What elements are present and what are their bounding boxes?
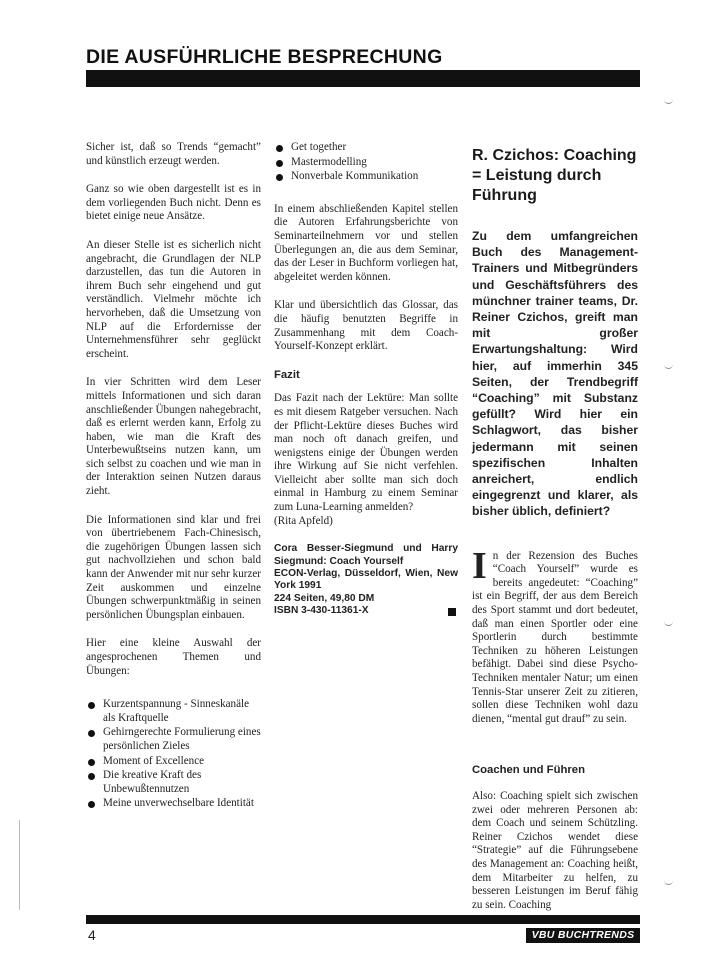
list-item: Kurzentspannung - Sinneskanäle als Kraftquelle [86,698,261,725]
column-right [472,146,638,912]
book-info [274,543,458,617]
margin-mark [664,99,673,104]
header-rule [86,70,640,87]
bullet-icon [276,145,283,152]
list-item: Die kreative Kraft des Unbewußtennutzen [86,769,261,796]
fazit-heading: Fazit [274,368,300,381]
publication-logo: VBU BUCHTRENDS [526,928,640,943]
bullet-icon [88,702,95,709]
review-intro: Zu dem umfangreichen Buch des Management-Trainers und Mitbegründers und Geschäftsführers des münchner trainer teams, Dr. Reiner Czichos, greift man mit großer Erwartungshaltung: Wird hier, auf immerhin 345 Seiten, der Trendbegriff “Coaching” mit Substanz gefüllt? Wird hier ein Schlagwort, das bisher jedermann mit seinen spezifischen Inhalten anreichert, endlich eingegrenzt und klarer, als bisher üblich, definiert? [472,229,638,519]
page-number: 4 [88,927,96,943]
book-publisher: ECON-Verlag, Düsseldorf, Wien, New York 1991 [274,568,458,592]
end-mark-icon [448,608,456,616]
book-isbn: ISBN 3-430-11361-X [274,605,369,617]
margin-mark [664,364,673,369]
topics-list [86,698,261,811]
paragraph: Die Informationen sind klar und frei von übertriebenem Fach-Chinesisch, die zugehörigen Übungen lassen sich gut nachvollziehen und schon bald kann der Anwender mit nur sehr kurzer Zeit auskommen und einzelne Übungen schwerpunktmäßig in seinen persönlichen Übungsplan einbauen. [86,513,261,621]
column-middle [274,141,458,618]
book-authors-title: Cora Besser-Siegmund und Harry Siegmund: Coach Yourself [274,543,458,567]
review-author: (Rita Apfeld) [274,514,333,527]
paragraph: In der Rezension des Buches “Coach Yourself” wurde es bereits angedeutet: “Coaching” ist ein Begriff, der aus dem Bereich des Sport stammt und dort bedeutet, daß man einen Sportler oder eine Sportlerin durch bestimmte Techniken zu höheren Leistungen befähigt. Dabei sind diese Psycho-Techniken mentaler Natur; um einen Tennis-Star unserer Zeit zu zitieren, sollen diese Techniken wohl dazu dienen, “mental gut drauf” zu sein. [472,544,638,725]
paragraph: Also: Coaching spielt sich zwischen zwei oder mehreren Personen ab: dem Coach und seinem Schützling. Reiner Czichos wendet diese “Strategie” auf die Führungsebene des Management an: Coaching heißt, dem Mitarbeiter zu helfen, zu besseren Leistungen im Beruf fähig zu sein. Coaching [472,789,638,911]
column-left [86,141,261,812]
paragraph: Sicher ist, daß so Trends “gemacht” und künstlich erzeugt werden. [86,141,261,167]
book-pages-price: 224 Seiten, 49,80 DM [274,592,375,604]
paragraph: In vier Schritten wird dem Leser mittels Informationen und sich daran anschließender Übungen nahegebracht, daß es erlernt werden kann, Erfolg zu haben, wie man die Kraft des Unterbewußtseins nutzen kann, um sich selbst zu coachen und wie man in der Interaktion seinen Nutzen daraus zieht. [86,376,261,498]
footer-rule [86,915,640,924]
bullet-icon [88,759,95,766]
list-item: Moment of Excellence [86,755,261,769]
subheading: Coachen und Führen [472,764,585,777]
topics-list-continued [274,141,458,184]
paragraph: Hier eine kleine Auswahl der angesprochenen Themen und Übungen: [86,637,261,677]
section-heading: DIE AUSFÜHRLICHE BESPRECHUNG [86,46,443,68]
list-item: Mastermodelling [274,156,458,170]
paragraph: In einem abschließenden Kapitel stellen die Autoren Erfahrungsberichte von Seminarteilnehmern vor und stellen Überlegungen an, die aus dem Seminar, das der Leser in Buchform vorliegen hat, abgeleitet werden können. [274,202,458,283]
list-item: Meine unverwechselbare Identität [86,797,261,811]
paragraph: Klar und übersichtlich das Glossar, das die häufig benutzten Begriffe in Zusammenhang mit dem Coach-Yourself-Konzept erklärt. [274,299,458,353]
paragraph: Ganz so wie oben dargestellt ist es in dem vorliegenden Buch nicht. Denn es bietet einige neue Ansätze. [86,183,261,223]
list-item: Nonverbale Kommunikation [274,170,458,184]
margin-line [19,820,20,910]
margin-mark [664,880,673,885]
list-item: Get together [274,141,458,155]
bullet-icon [88,801,95,808]
review-title: R. Czichos: Coaching = Leistung durch Führung [472,147,637,204]
margin-mark [664,621,673,626]
bullet-icon [88,773,95,780]
list-item: Gehirngerechte Formulierung eines persönlichen Zieles [86,726,261,753]
fazit-paragraph: Das Fazit nach der Lektüre: Man sollte es mit diesem Ratgeber versuchen. Nach der Pflicht-Lektüre dieses Buches wird man noch oft danach greifen, und wenigstens einige der Übungen werden ihre Wirkung auf Sie nicht verfehlen. Vielleicht aber sollte man sich doch einmal in Hamburg zu einem Seminar zum Luna-Learning anmelden? [274,392,458,514]
bullet-icon [276,160,283,167]
paragraph: An dieser Stelle ist es sicherlich nicht angebracht, die Grundlagen der NLP darzustellen, das tun die Autoren in ihrem Buch sehr eingehend und gut verständlich. Vielmehr möchte ich hervorheben, daß die Umsetzung von NLP auf die Erfordernisse der Unternehmensführer sehr geglückt erscheint. [86,238,261,360]
bullet-icon [276,174,283,181]
bullet-icon [88,730,95,737]
